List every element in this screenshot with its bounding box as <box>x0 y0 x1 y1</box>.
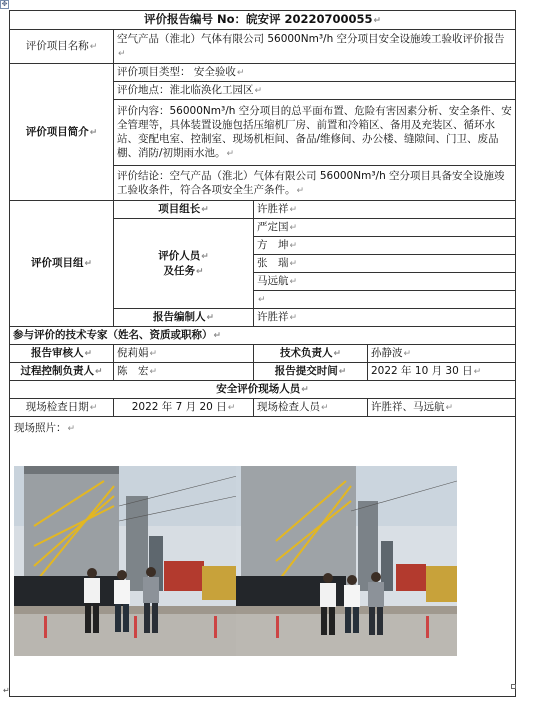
reviewer-label: 报告审核人↵ <box>10 345 114 363</box>
project-type: 评价项目类型： 安全验收↵ <box>114 64 516 82</box>
site-photos-label: 现场照片：↵ <box>14 422 76 434</box>
team-member-row: ↵ <box>254 291 516 309</box>
report-number-title: 评价报告编号 No：皖安评 20220700055↵ <box>10 11 516 30</box>
team-member-row: 马远航↵ <box>254 273 516 291</box>
team-member-row: 严定国↵ <box>254 219 516 237</box>
project-name-label: 评价项目名称↵ <box>10 30 114 64</box>
process-control-label: 过程控制负责人↵ <box>10 363 114 381</box>
site-photos-area <box>12 436 515 666</box>
evaluation-form-table <box>9 10 516 697</box>
submit-time-value: 2022 年 10 月 30 日↵ <box>368 363 516 381</box>
site-check-people-value: 许胜祥、马远航↵ <box>368 399 516 417</box>
process-control-value: 陈 宏↵ <box>114 363 254 381</box>
tech-lead-label: 技术负责人↵ <box>254 345 368 363</box>
report-compiler-value: 许胜祥↵ <box>254 309 516 327</box>
team-group-label: 评价项目组↵ <box>10 201 114 327</box>
team-leader-label: 项目组长↵ <box>114 201 254 219</box>
report-compiler-label: 报告编制人↵ <box>114 309 254 327</box>
site-photo-1 <box>14 466 237 656</box>
experts-label: 参与评价的技术专家（姓名、资质或职称）↵ <box>10 327 516 345</box>
site-photos-cell <box>10 417 516 697</box>
team-member-row: 方 坤↵ <box>254 237 516 255</box>
team-leader-value: 许胜祥↵ <box>254 201 516 219</box>
project-content: 评价内容：56000Nm³/h 空分项目的总平面布置、危险有害因素分析、安全条件、安全管理等，具体装置设施包括压缩机厂房、前置和冷箱区、备用及充装区、循环水站、变配电室、控制室、现场机柜间、备品/维修间、办公楼、缝隙间、门卫、废品棚、消防/初期雨水池。↵ <box>114 100 516 166</box>
site-photo-2 <box>236 466 457 656</box>
team-member-row: 张 瑞↵ <box>254 255 516 273</box>
site-check-date-value: 2022 年 7 月 20 日↵ <box>114 399 254 417</box>
team-members-label: 评价人员↵ 及任务↵ <box>114 219 254 309</box>
table-move-handle-icon[interactable]: ✥ <box>1 0 8 8</box>
reviewer-value: 倪莉娟↵ <box>114 345 254 363</box>
project-name-value: 空气产品（淮北）气体有限公司 56000Nm³/h 空分项目安全设施竣工验收评价报告↵ <box>114 30 516 64</box>
submit-time-label: 报告提交时间↵ <box>254 363 368 381</box>
site-check-date-label: 现场检查日期↵ <box>10 399 114 417</box>
site-check-people-label: 现场检查人员↵ <box>254 399 368 417</box>
project-intro-label: 评价项目简介↵ <box>10 64 114 201</box>
table-resize-handle-icon[interactable] <box>511 684 516 689</box>
tech-lead-value: 孙静波↵ <box>368 345 516 363</box>
paragraph-mark: ↵ <box>3 686 10 695</box>
site-staff-section-label: 安全评价现场人员↵ <box>10 381 516 399</box>
project-conclusion: 评价结论：空气产品（淮北）气体有限公司 56000Nm³/h 空分项目具备安全设施竣工验收条件，符合各项安全生产条件。↵ <box>114 166 516 201</box>
project-location: 评价地点：淮北临涣化工园区↵ <box>114 82 516 100</box>
